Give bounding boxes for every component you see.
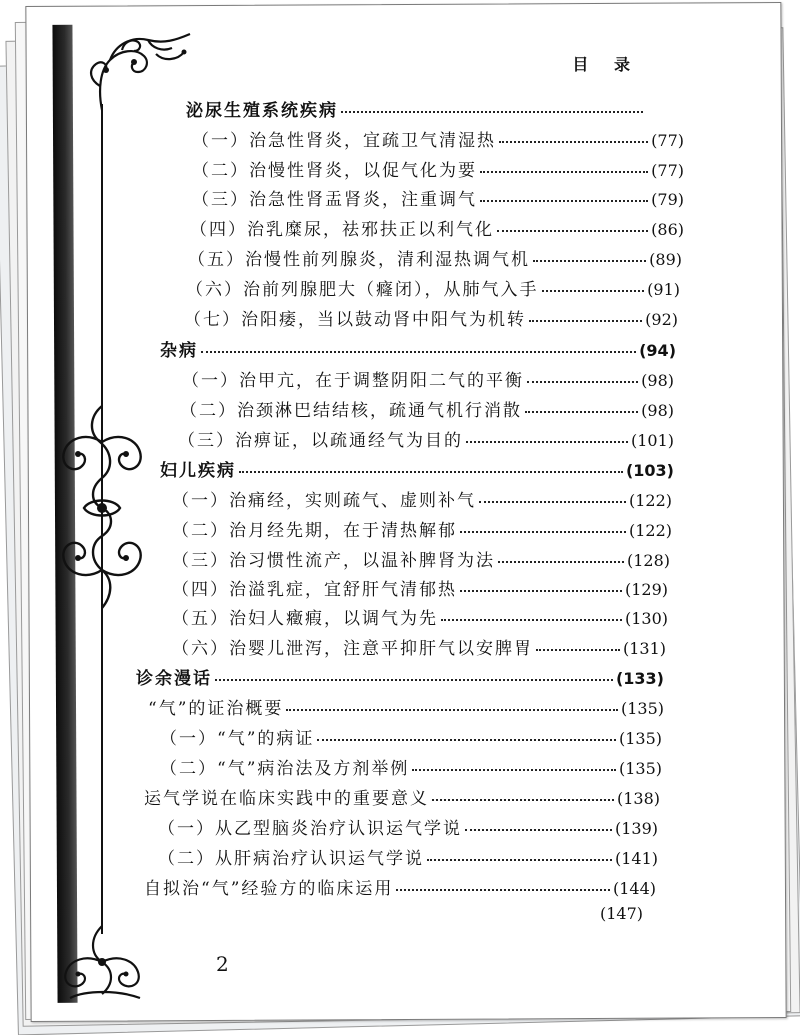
toc-entry-page: (135)	[618, 759, 662, 778]
toc-entry-title: （二）从肝病治疗认识运气学说	[158, 849, 424, 869]
toc-entry	[144, 874, 656, 899]
toc-leader-dots	[239, 471, 623, 473]
toc-leader-dots	[286, 709, 618, 711]
toc-leader-dots	[460, 531, 626, 533]
toc-entry-page: (129)	[624, 580, 668, 599]
toc-entry	[182, 366, 674, 391]
toc-leader-dots	[499, 141, 648, 143]
toc-entry	[160, 724, 662, 749]
toc-entry-title: （四）治溢乳症，宜舒肝气清郁热	[172, 580, 457, 600]
toc-entry-title: “气”的证治概要	[148, 699, 284, 719]
toc-entry-title: （一）治甲亢，在于调整阴阳二气的平衡	[182, 371, 524, 391]
toc-leader-dots	[396, 889, 610, 891]
toc-leader-dots	[525, 411, 638, 413]
toc-entry-page: (131)	[622, 639, 666, 658]
toc-leader-dots	[479, 501, 626, 503]
toc-entry-title: （一）从乙型脑炎治疗认识运气学说	[158, 819, 462, 839]
toc-entry-page: (77)	[651, 161, 684, 180]
toc-entry-title: （二）治慢性肾炎，以促气化为要	[192, 161, 477, 181]
toc-entry-page: (103)	[625, 461, 674, 480]
toc-entry	[178, 426, 674, 451]
toc-entry-title: （六）治婴儿泄泻，注意平抑肝气以安脾胃	[172, 639, 533, 659]
toc-entry-page: (139)	[614, 819, 658, 838]
toc-entry-title: 自拟治“气”经验方的临床运用	[144, 879, 394, 899]
toc-leader-dots	[480, 171, 648, 173]
toc-leader-dots	[465, 829, 612, 831]
toc-leader-dots	[441, 619, 622, 621]
toc-entry	[192, 185, 684, 210]
toc-entry	[172, 575, 668, 600]
toc-entry-title: 妇儿疾病	[160, 461, 236, 481]
toc-entry	[192, 156, 684, 181]
toc-entry-title: 运气学说在临床实践中的重要意义	[144, 789, 429, 809]
toc-entry-title: （三）治痹证，以疏通经气为目的	[178, 431, 463, 451]
toc-entry-page: (91)	[647, 280, 680, 299]
toc-entry-title: （一）“气”的病证	[160, 729, 315, 749]
toc-entry	[160, 336, 676, 361]
toc-entry-page: (94)	[639, 341, 676, 360]
toc-entry-page: (128)	[626, 551, 670, 570]
toc-entry-title: 杂病	[160, 341, 198, 361]
toc-entry	[160, 456, 674, 481]
toc-leader-dots	[497, 230, 648, 232]
toc-entry-page: (130)	[624, 609, 668, 628]
toc-entry-title: （五）治慢性前列腺炎，清利湿热调气机	[188, 250, 530, 270]
toc-entry-page: (92)	[645, 310, 678, 329]
toc-leader-dots	[432, 799, 614, 801]
toc-entry-title: （三）治急性肾盂肾炎，注重调气	[192, 190, 477, 210]
toc-entry	[180, 396, 674, 421]
toc-entry	[144, 784, 660, 809]
toc-leader-dots	[412, 769, 616, 771]
toc-leader-dots	[529, 320, 642, 322]
toc-entry-page: (89)	[649, 250, 682, 269]
toc-entry	[136, 664, 664, 689]
toc-leader-dots	[498, 561, 624, 563]
toc-entry-title: （六）治前列腺肥大（癃闭），从肺气入手	[186, 280, 539, 300]
toc-entry	[158, 814, 658, 839]
toc-leader-dots	[527, 381, 638, 383]
toc-entry-page: (135)	[618, 729, 662, 748]
toc-entry-title: （七）治阳痿，当以鼓动肾中阳气为机转	[184, 310, 526, 330]
toc-entry-title: （三）治习惯性流产，以温补脾肾为法	[172, 551, 495, 571]
toc-entry-title: （二）治颈淋巴结结核，疏通气机行消散	[180, 401, 522, 421]
toc-entry	[160, 754, 662, 779]
toc-entry-page: (101)	[630, 431, 674, 450]
toc-entry-page: (79)	[651, 190, 684, 209]
toc-entry-title: （一）治急性肾炎，宜疏卫气清湿热	[192, 131, 496, 151]
toc-entry-page: (98)	[641, 371, 674, 390]
toc-entry	[158, 844, 658, 869]
toc-leader-dots	[533, 260, 646, 262]
toc-entry-page: (144)	[612, 879, 656, 898]
page-header-title: 目 录	[572, 55, 640, 74]
toc-entry-page: (135)	[620, 699, 664, 718]
toc-entry-title: （四）治乳糜尿，祛邪扶正以利气化	[190, 220, 494, 240]
toc-entry	[172, 516, 672, 541]
toc-entry	[186, 275, 680, 300]
toc-entry-page: (86)	[651, 220, 684, 239]
toc-leader-dots	[427, 859, 612, 861]
toc-entry	[186, 96, 646, 121]
toc-leader-dots	[317, 739, 616, 741]
toc-entry-page: (77)	[651, 131, 684, 150]
toc-entry	[172, 634, 666, 659]
toc-leader-dots	[480, 200, 648, 202]
toc-entry-page: (138)	[616, 789, 660, 808]
toc-entry-page: (133)	[615, 669, 664, 688]
toc-entry	[188, 245, 682, 270]
toc-leader-dots	[466, 441, 628, 443]
toc-entry-title: （二）“气”病治法及方剂举例	[160, 759, 410, 779]
toc-entry	[172, 546, 670, 571]
toc-entry	[148, 694, 664, 719]
toc-leader-dots	[460, 590, 622, 592]
toc-entry-page: (141)	[614, 849, 658, 868]
toc-entry	[600, 904, 656, 923]
toc-entry-page: (122)	[628, 521, 672, 540]
toc-entry	[192, 126, 684, 151]
toc-entry-title: （五）治妇人癥瘕，以调气为先	[172, 609, 438, 629]
toc-leader-dots	[341, 111, 643, 113]
toc-entry-title: 诊余漫话	[136, 669, 212, 689]
toc-entry	[184, 305, 678, 330]
toc-leader-dots	[215, 679, 613, 681]
toc-entry-page: (98)	[641, 401, 674, 420]
toc-leader-dots	[536, 649, 620, 651]
toc-entry-page: (147)	[600, 904, 644, 923]
toc-entry-title: （二）治月经先期，在于清热解郁	[172, 521, 457, 541]
toc-entry-title: 泌尿生殖系统疾病	[186, 101, 338, 121]
toc-entry	[172, 604, 668, 629]
toc-leader-dots	[201, 351, 636, 353]
toc-entry-title: （一）治痛经，实则疏气、虚则补气	[172, 491, 476, 511]
page-number: 2	[216, 952, 229, 976]
toc-entry	[190, 215, 684, 240]
toc-entry-page: (122)	[628, 491, 672, 510]
toc-leader-dots	[542, 290, 645, 292]
toc-entry	[172, 486, 672, 511]
